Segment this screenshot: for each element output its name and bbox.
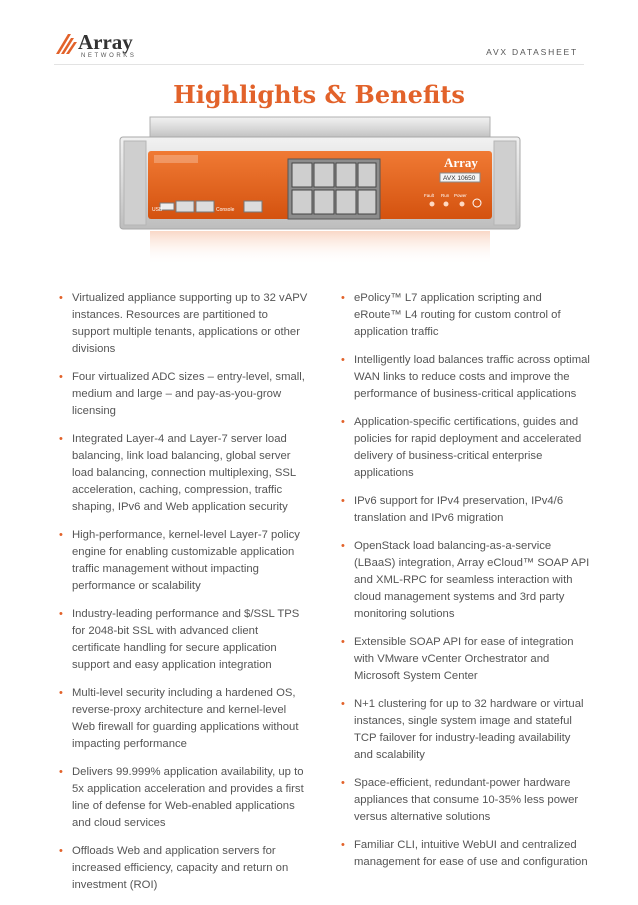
device-console-label: Console xyxy=(216,207,235,213)
list-item: • ePolicy™ L7 application scripting and eRoute™ L4 routing for custom control of application traffic xyxy=(340,290,590,341)
list-item: • Familiar CLI, intuitive WebUI and centralized management for ease of use and configuration xyxy=(340,837,590,871)
datasheet-label: AVX DATASHEET xyxy=(486,47,578,57)
right-bullet-column xyxy=(340,290,590,882)
page-title: Highlights & Benefits xyxy=(173,80,465,109)
list-item: • Virtualized appliance supporting up to 32 vAPV instances. Resources are partitioned to support multiple tenants, applications or other divisions xyxy=(58,290,308,358)
list-item: • OpenStack load balancing-as-a-service (LBaaS) integration, Array eCloud™ SOAP API and XML-RPC for seamless interaction with cloud management systems and 3rd party monitoring solutions xyxy=(340,538,590,623)
list-item: • Extensible SOAP API for ease of integration with VMware vCenter Orchestrator and Microsoft System Center xyxy=(340,634,590,685)
device-brand-label: Array xyxy=(444,155,478,170)
device-fault-label: Fault xyxy=(424,193,435,198)
list-item: • Integrated Layer-4 and Layer-7 server load balancing, link load balancing, global server load balancing, connection multiplexing, SSL acceleration, caching, compression, traffic shaping, IPv6 and Web application security xyxy=(58,431,308,516)
list-item: • Space-efficient, redundant-power hardware appliances that consume 10-35% less power versus alternative solutions xyxy=(340,775,590,826)
list-item: • Industry-leading performance and $/SSL TPS for 2048-bit SSL with advanced client certificate handling for secure application support and easy application integration xyxy=(58,606,308,674)
page-header xyxy=(0,0,638,60)
device-model-label: AVX 10650 xyxy=(443,175,476,182)
list-item: • Application-specific certifications, guides and policies for rapid deployment and accelerated delivery of business-critical enterprise applications xyxy=(340,414,590,482)
device-power-label: Power xyxy=(454,193,467,198)
appliance-image xyxy=(110,115,530,265)
device-usb-label: USB xyxy=(152,207,163,213)
list-item: • High-performance, kernel-level Layer-7 policy engine for enabling customizable application traffic management without impacting performance or scalability xyxy=(58,527,308,595)
list-item: • Delivers 99.999% application availability, up to 5x application acceleration and provides a first line of defense for Web-enabled applications and cloud services xyxy=(58,764,308,832)
right-bullet-list xyxy=(340,290,590,871)
logo-mark-icon xyxy=(54,32,80,56)
list-item: • N+1 clustering for up to 32 hardware or virtual instances, single system image and stateful TCP failover for industry-leading availability and scalability xyxy=(340,696,590,764)
list-item: • Four virtualized ADC sizes – entry-level, small, medium and large – and pay-as-you-grow licensing xyxy=(58,369,308,420)
array-networks-logo xyxy=(54,30,144,66)
header-divider xyxy=(54,64,584,65)
list-item: • Intelligently load balances traffic across optimal WAN links to reduce costs and improve the performance of business-critical applications xyxy=(340,352,590,403)
appliance-illustration xyxy=(110,115,530,265)
list-item: • Offloads Web and application servers for increased efficiency, capacity and return on investment (ROI) xyxy=(58,843,308,894)
device-run-label: Run xyxy=(441,193,450,198)
logo-wordmark: Array xyxy=(78,30,133,54)
list-item: • IPv6 support for IPv4 preservation, IPv4/6 translation and IPv6 migration xyxy=(340,493,590,527)
left-bullet-list xyxy=(58,290,308,894)
left-bullet-column xyxy=(58,290,308,905)
list-item: • Multi-level security including a hardened OS, reverse-proxy architecture and kernel-level Web firewall for guarding applications without impacting performance xyxy=(58,685,308,753)
logo-subtitle: NETWORKS xyxy=(81,53,137,59)
